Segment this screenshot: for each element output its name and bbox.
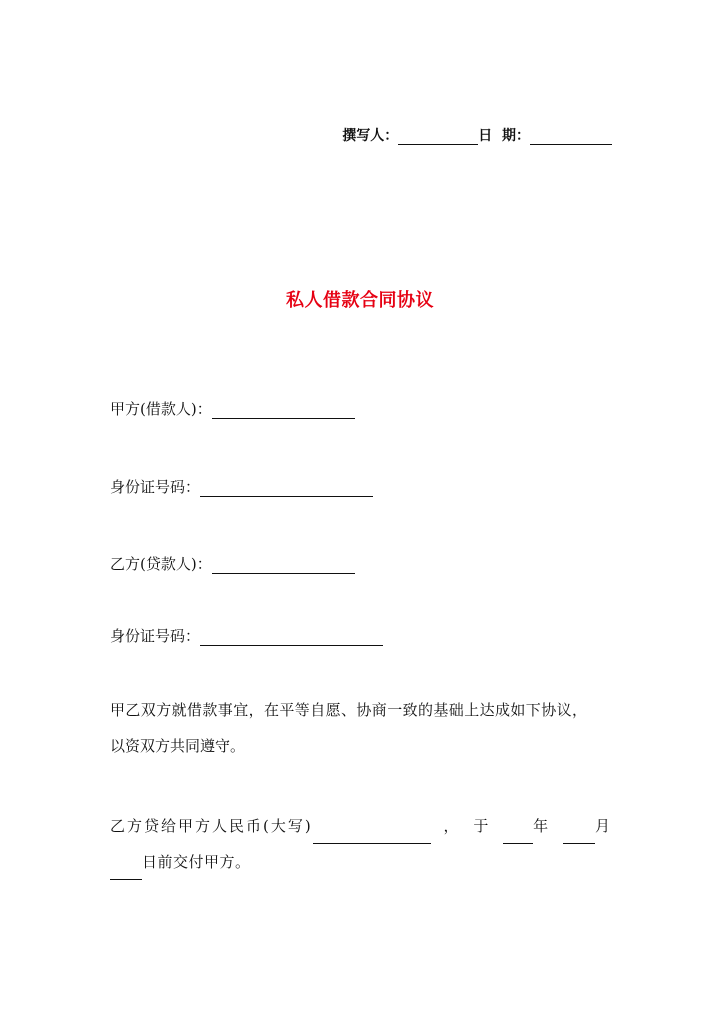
borrower-id-field — [110, 476, 373, 497]
lender-id-field — [110, 625, 383, 646]
intro-paragraph — [110, 692, 612, 764]
borrower-blank[interactable] — [212, 404, 355, 419]
document-title: 私人借款合同协议 — [286, 290, 434, 311]
author-blank[interactable] — [398, 130, 478, 145]
year-blank[interactable] — [503, 827, 533, 844]
loan-comma: ， — [443, 817, 461, 835]
loan-paragraph — [110, 808, 612, 880]
loan-day-suffix: 日前交付甲方。 — [142, 853, 251, 871]
borrower-id-label: 身份证号码： — [110, 478, 201, 496]
month-blank[interactable] — [563, 827, 595, 844]
borrower-id-blank[interactable] — [200, 482, 373, 497]
loan-line-2 — [110, 844, 612, 880]
lender-blank[interactable] — [212, 559, 355, 574]
borrower-label: 甲方(借款人)： — [110, 400, 212, 418]
header-author-date — [342, 125, 612, 145]
date-label: 日 期： — [478, 128, 530, 144]
loan-yu: 于 — [473, 817, 491, 835]
lender-id-label: 身份证号码： — [110, 627, 201, 645]
date-blank[interactable] — [530, 130, 612, 145]
intro-line-1: 甲乙双方就借款事宜，在平等自愿、协商一致的基础上达成如下协议， — [110, 701, 588, 719]
day-blank[interactable] — [110, 863, 142, 880]
loan-year: 年 — [533, 817, 551, 835]
loan-prefix: 乙方贷给甲方人民币(大写) — [110, 817, 313, 835]
loan-line-1 — [110, 808, 612, 844]
intro-line-2: 以资双方共同遵守。 — [110, 737, 246, 755]
lender-label: 乙方(贷款人)： — [110, 555, 212, 573]
lender-field — [110, 553, 355, 574]
loan-month: 月 — [594, 817, 612, 835]
lender-id-blank[interactable] — [200, 631, 383, 646]
amount-blank[interactable] — [313, 827, 431, 844]
author-label: 撰写人： — [342, 128, 399, 144]
borrower-field — [110, 398, 355, 419]
